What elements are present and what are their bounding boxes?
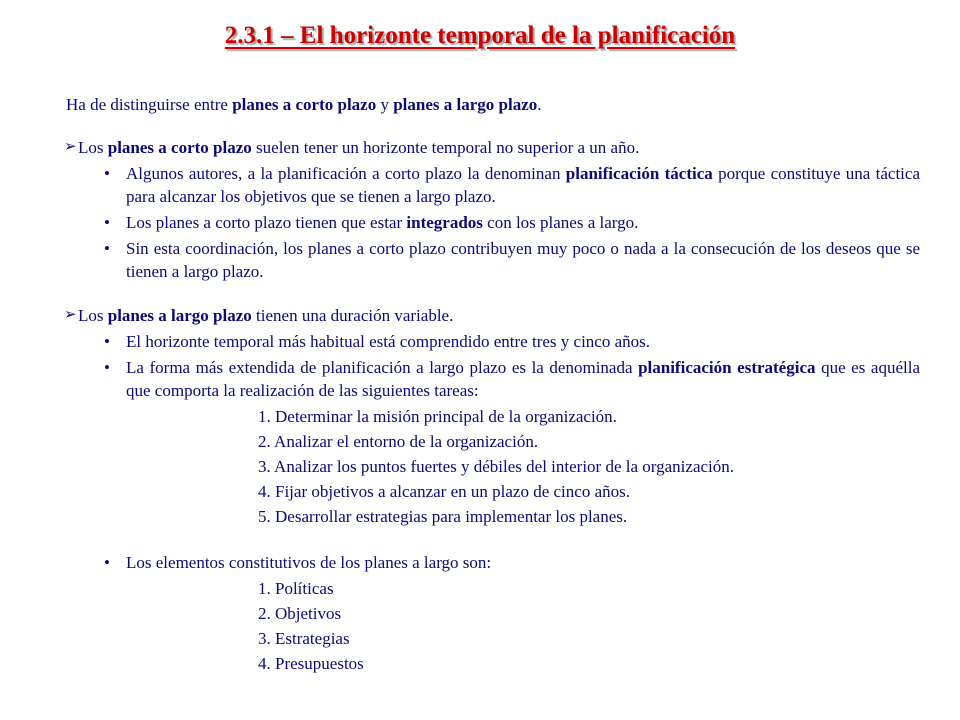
arrow-bullet-icon: ➢: [64, 139, 77, 155]
bullet-icon: •: [104, 213, 110, 232]
arrow-bullet-icon: ➢: [64, 307, 77, 323]
tasks-list: [66, 405, 920, 528]
page-title: 2.3.1 – El horizonte temporal de la planificación: [224, 22, 736, 49]
intro-bold-short-term: planes a corto plazo: [232, 95, 377, 114]
element-item: 3. Estrategias: [258, 629, 350, 648]
long-term-rest: tienen una duración variable.: [251, 306, 454, 325]
short-term-bullets: [66, 162, 920, 283]
slide-content: [66, 93, 920, 677]
bullet-icon: •: [104, 332, 110, 351]
element-item: 1. Políticas: [258, 579, 334, 598]
elements-list: [66, 577, 920, 675]
spacer: [66, 530, 920, 548]
long-term-heading: [66, 304, 920, 327]
bullet-icon: •: [104, 553, 110, 572]
bullet-icon: •: [104, 164, 110, 183]
short-term-heading: [66, 136, 920, 159]
task-item: 5. Desarrollar estrategias para implementar los planes.: [258, 507, 628, 526]
intro-text-1: Ha de distinguirse entre: [66, 95, 233, 114]
list-item: • La forma más extendida de planificación a largo plazo es la denominada planificación estratégica que es aquélla que comporta la realización de las siguientes tareas:: [104, 358, 920, 400]
bullet-icon: •: [104, 358, 110, 377]
bullet-icon: •: [104, 239, 110, 258]
element-item: 2. Objetivos: [258, 604, 342, 623]
intro-text-2: y: [376, 95, 394, 114]
list-item: • Los planes a corto plazo tienen que estar integrados con los planes a largo.: [104, 213, 639, 232]
task-item: 3. Analizar los puntos fuertes y débiles del interior de la organización.: [258, 457, 735, 476]
intro-bold-long-term: planes a largo plazo: [393, 95, 538, 114]
long-term-bullets: [66, 330, 920, 402]
short-term-rest: suelen tener un horizonte temporal no superior a un año.: [251, 138, 640, 157]
list-item: • Los elementos constitutivos de los planes a largo son:: [104, 553, 492, 572]
intro-text-3: .: [537, 95, 542, 114]
task-item: 1. Determinar la misión principal de la organización.: [258, 407, 617, 426]
long-term-bold: planes a largo plazo: [107, 306, 252, 325]
task-item: 4. Fijar objetivos a alcanzar en un plazo de cinco años.: [258, 482, 630, 501]
list-item: • Algunos autores, a la planificación a corto plazo la denominan planificación táctica porque constituye una táctica para alcanzar los objetivos que se tienen a largo plazo.: [104, 164, 920, 206]
task-item: 2. Analizar el entorno de la organización.: [258, 432, 539, 451]
element-item: 4. Presupuestos: [258, 654, 364, 673]
spacer: [66, 286, 920, 304]
list-item: • Sin esta coordinación, los planes a corto plazo contribuyen muy poco o nada a la consecución de los deseos que se tienen a largo plazo.: [104, 239, 920, 281]
elements-bullets: [66, 551, 920, 574]
short-term-lead: Los: [78, 138, 108, 157]
intro-paragraph: [66, 93, 920, 116]
short-term-bold: planes a corto plazo: [107, 138, 252, 157]
list-item: • El horizonte temporal más habitual está comprendido entre tres y cinco años.: [104, 332, 650, 351]
long-term-lead: Los: [78, 306, 108, 325]
